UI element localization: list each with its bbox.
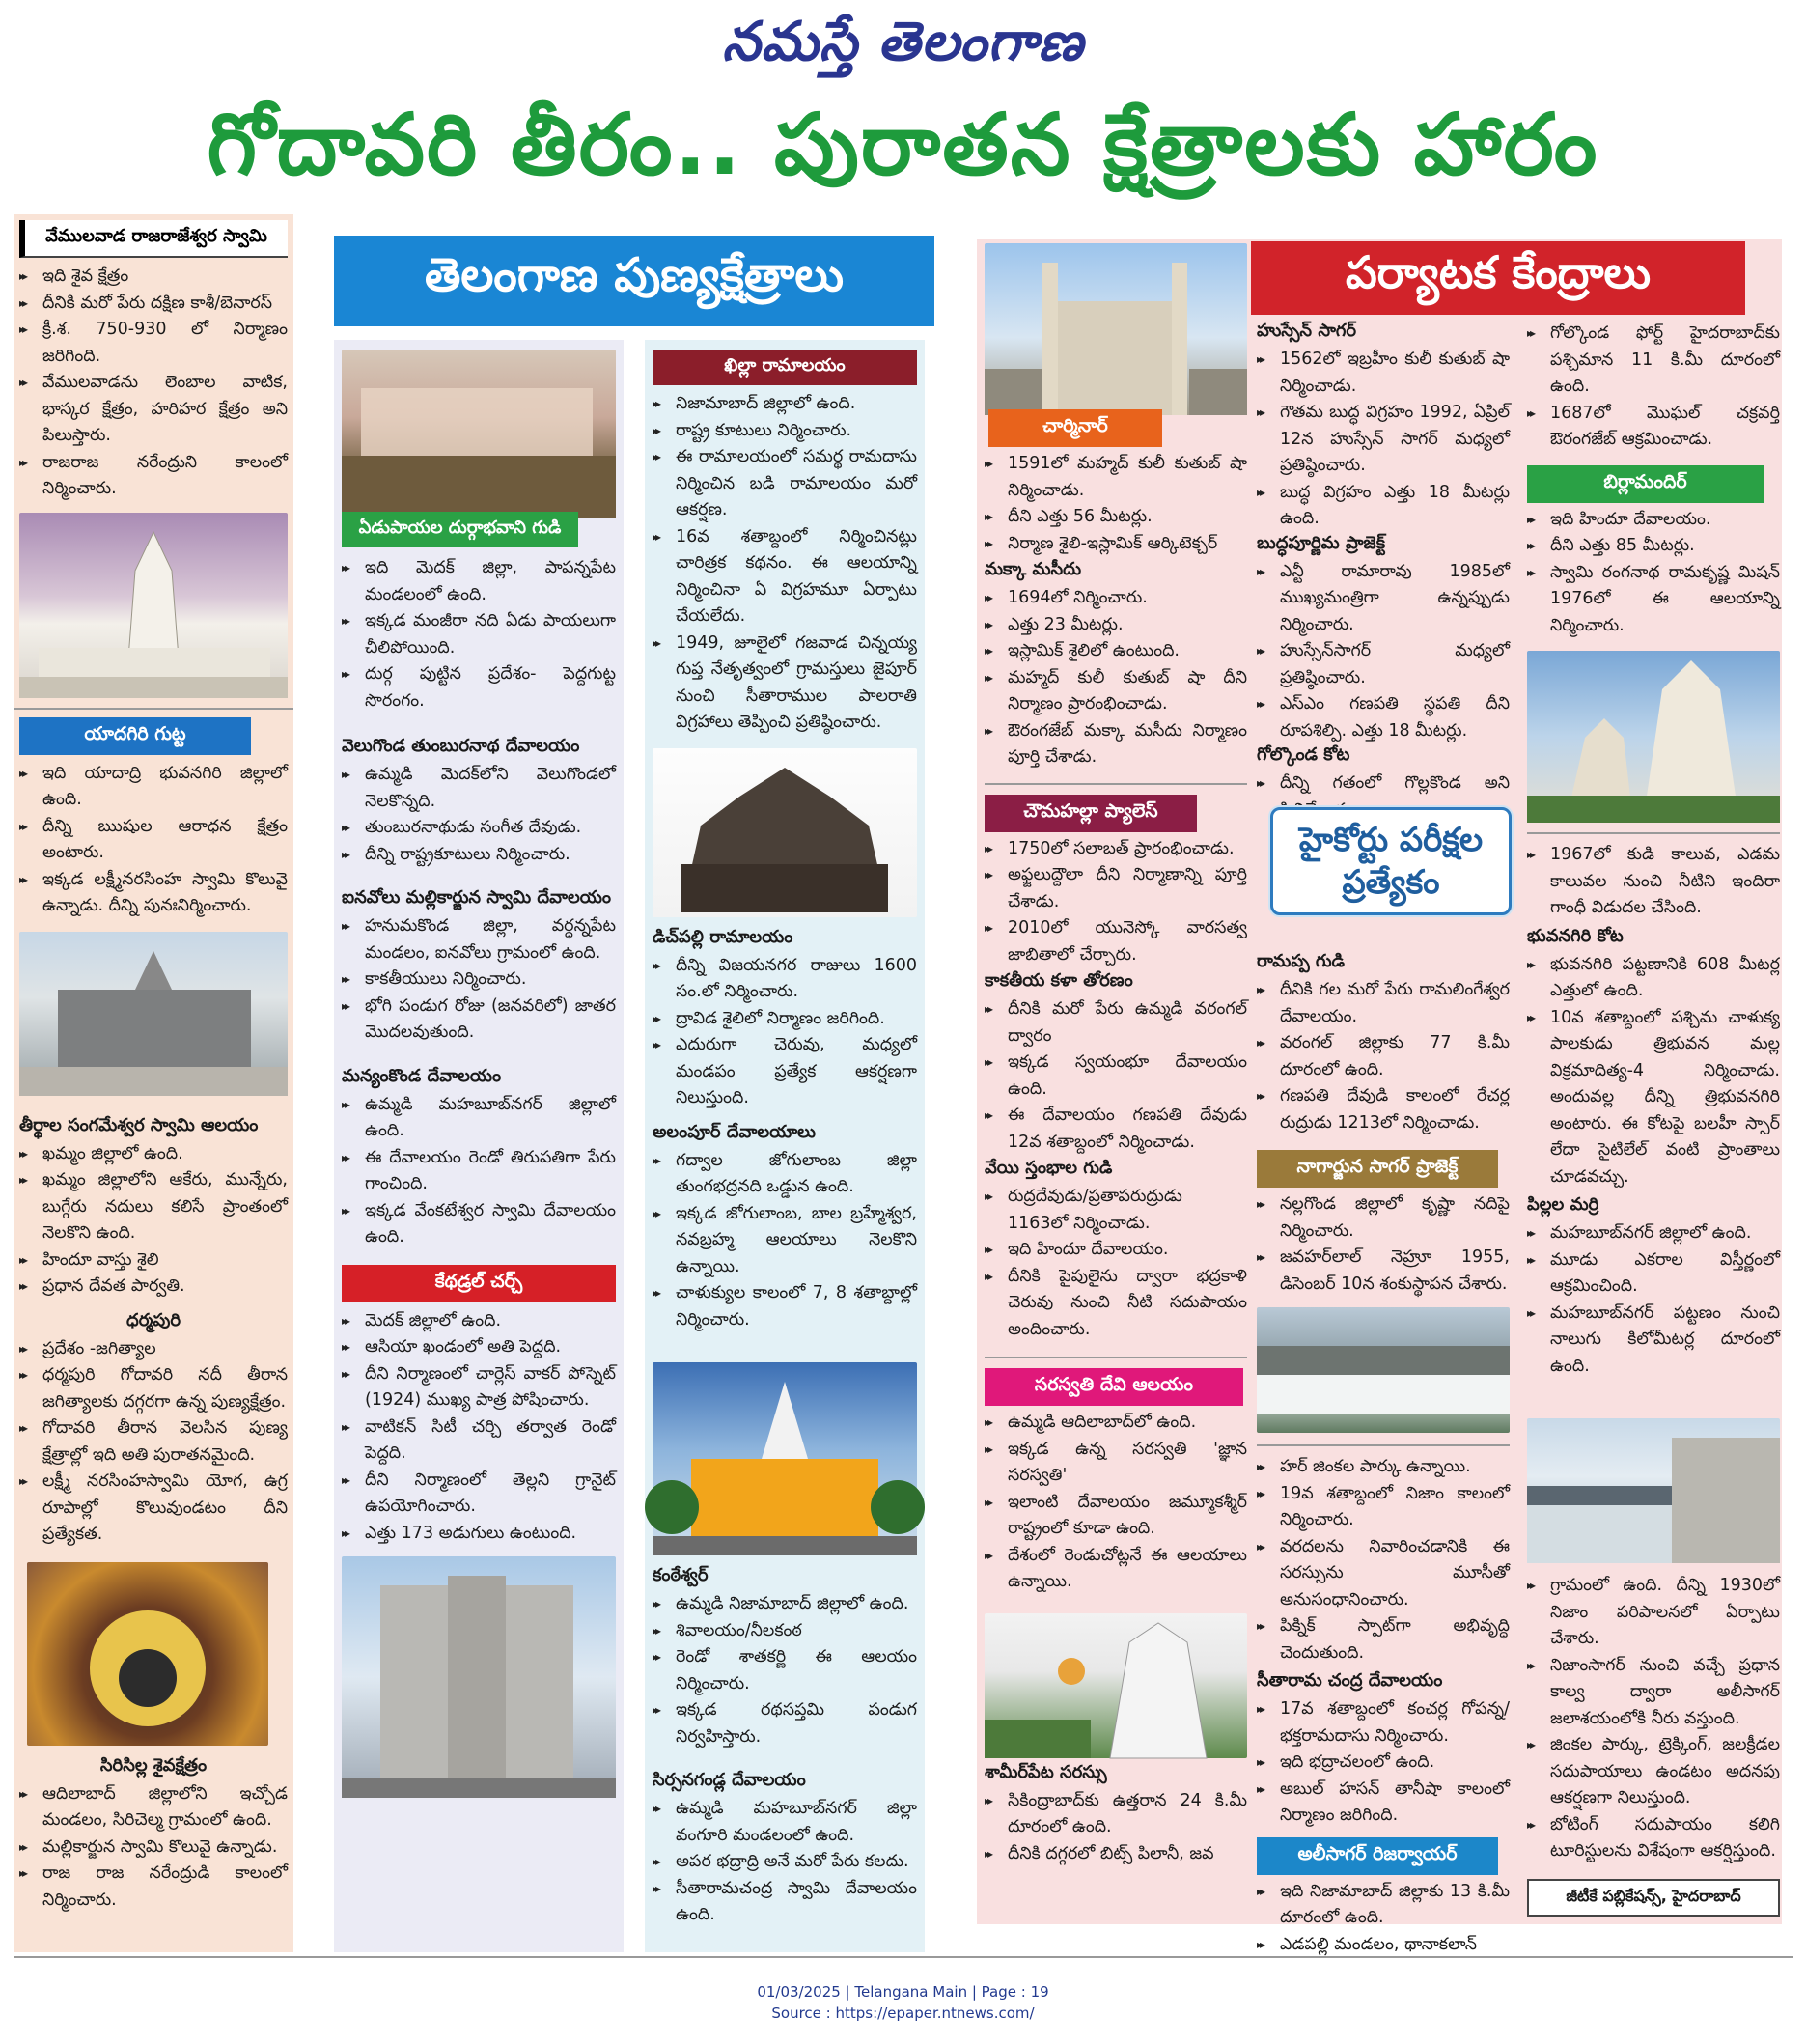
medak-list bbox=[342, 1308, 616, 1548]
section-title: శామీర్‌పేట సరస్సు bbox=[985, 1761, 1107, 1782]
footer-divider bbox=[14, 1956, 1793, 1958]
list-item: ▸▸ ఎడపల్లి మండలం, థానాకలాన్ bbox=[1257, 1932, 1510, 1959]
ramappa-list bbox=[1257, 977, 1510, 1136]
sirsanagandla-list bbox=[653, 1796, 917, 1929]
list-item: ▸▸ నిర్మాణ శైలి-ఇస్లామిక్ ఆర్కిటెక్చర్ bbox=[985, 531, 1247, 558]
shamirpet-continued-list bbox=[1257, 1454, 1510, 1666]
sirisilla-list bbox=[19, 1781, 288, 1915]
list-item: ▸▸ జవహర్‌లాల్ నెహ్రూ 1955, డిసెంబర్ 10న శంకుస్థాపన చేశారు. bbox=[1257, 1245, 1510, 1298]
list-item: ▸▸ ఇలాంటి దేవాలయం జమ్మూకశ్మీర్ రాష్ట్రంలో కూడా ఉంది. bbox=[985, 1490, 1247, 1543]
list-item: ▸▸ గౌతమ బుద్ధ విగ్రహం 1992, ఏప్రిల్ 12న హుస్సేన్ సాగర్ మధ్యలో ప్రతిష్ఠించారు. bbox=[1257, 400, 1510, 480]
column-5 bbox=[1257, 321, 1510, 1954]
section-title: వేయి స్తంభాల గుడి bbox=[985, 1158, 1113, 1178]
list-item: ▸▸ ప్రధాన దేవత పార్వతి. bbox=[19, 1274, 288, 1301]
manyamkonda-list bbox=[342, 1092, 616, 1251]
edupayala-list bbox=[342, 555, 616, 714]
list-item: ▸▸ ఇది నిజామాబాద్ జిల్లాకు 13 కి.మీ దూరంలో ఉంది. bbox=[1257, 1879, 1510, 1932]
list-item: ▸▸ రాష్ట్ర కూటులు నిర్మించారు. bbox=[653, 418, 917, 445]
sirisilla-deity-photo bbox=[27, 1562, 268, 1746]
list-item: ▸▸ ఇది మెదక్ జిల్లా, పాపన్నపేట మండలంలో ఉంది. bbox=[342, 555, 616, 608]
section-title: కేథడ్రల్ చర్చ్ bbox=[342, 1265, 616, 1302]
alampur-list bbox=[653, 1148, 917, 1334]
list-item: ▸▸ బుద్ధ విగ్రహం ఎత్తు 18 మీటర్లు ఉంది. bbox=[1257, 480, 1510, 533]
list-item: ▸▸ దీనికి గల మరో పేరు రామలింగేశ్వర దేవాలయం. bbox=[1257, 977, 1510, 1030]
list-item: ▸▸ ఇక్కడ మంజీరా నది ఏడు పాయలుగా చీలిపోయింది. bbox=[342, 608, 616, 661]
list-item: ▸▸ సీతారామచంద్ర స్వామి దేవాలయం ఉంది. bbox=[653, 1876, 917, 1929]
list-item: ▸▸ భువనగిరి పట్టణానికి 608 మీటర్ల ఎత్తులో ఉంది. bbox=[1527, 952, 1780, 1005]
shamirpet-list bbox=[985, 1788, 1247, 1868]
list-item: ▸▸ 1694లో నిర్మించారు. bbox=[985, 585, 1247, 612]
list-item: ▸▸ మహ్మద్ కులీ కుతుబ్ షా దీని నిర్మాణం ప్రారంభించాడు. bbox=[985, 665, 1247, 718]
list-item: ▸▸ ఖమ్మం జిల్లాలోని ఆకేరు, మున్నేరు, బుగ్గేరు నదులు కలిసే ప్రాంతంలో నెలకొని ఉంది. bbox=[19, 1167, 288, 1247]
list-item: ▸▸ హిందూ వాస్తు శైలి bbox=[19, 1247, 288, 1274]
section-title: కంఠేశ్వర్ bbox=[653, 1565, 709, 1585]
list-item: ▸▸ వరంగల్ జిల్లాకు 77 కి.మీ దూరంలో ఉంది. bbox=[1257, 1030, 1510, 1083]
chowmahalla-list bbox=[985, 836, 1247, 969]
list-item: ▸▸ తుంబురనాథుడు సంగీత దేవుడు. bbox=[342, 815, 616, 842]
list-item: ▸▸ వాటికన్ సిటీ చర్చి తర్వాత రెండో పెద్దది. bbox=[342, 1414, 616, 1468]
list-item: ▸▸ పిక్నిక్ స్పాట్‌గా అభివృద్ధి చెందుతుంది. bbox=[1257, 1613, 1510, 1666]
section-title: సిరిసిల్ల శైవక్షేత్రం bbox=[99, 1754, 208, 1776]
dharmapuri-list bbox=[19, 1336, 288, 1549]
section-title: రామప్ప గుడి bbox=[1257, 951, 1345, 971]
alisagar-continued-list bbox=[1527, 1573, 1780, 1865]
section-title: వెలుగొండ తుంబురనాథ దేవాలయం bbox=[342, 736, 580, 756]
list-item: ▸▸ 16వ శతాబ్దంలో నిర్మించినట్లు చారిత్రక కథనం. ఈ ఆలయాన్ని నిర్మించినా ఏ విగ్రహమూ ఏర్పాటు చేయలేదు. bbox=[653, 524, 917, 630]
publisher-credit: జీటీకే పబ్లికేషన్స్, హైదరాబాద్ bbox=[1527, 1879, 1780, 1917]
list-item: ▸▸ ఈ దేవాలయం గణపతి దేవుడు 12వ శతాబ్దంలో నిర్మించాడు. bbox=[985, 1103, 1247, 1156]
column-1 bbox=[14, 214, 293, 1952]
list-item: ▸▸ శివాలయం/నీలకంఠ bbox=[653, 1618, 917, 1645]
kanteshwar-list bbox=[653, 1591, 917, 1750]
list-item: ▸▸ నిజామాబాద్ జిల్లాలో ఉంది. bbox=[653, 391, 917, 418]
list-item: ▸▸ హుస్సేన్‌సాగర్ మధ్యలో ప్రతిష్ఠించారు. bbox=[1257, 638, 1510, 691]
list-item: ▸▸ గణపతి దేవుడి కాలంలో రేచర్ల రుద్రుడు 1213లో నిర్మించాడు. bbox=[1257, 1083, 1510, 1136]
list-item: ▸▸ మెదక్ జిల్లాలో ఉంది. bbox=[342, 1308, 616, 1335]
section-title: పిల్లల మర్రి bbox=[1527, 1194, 1599, 1215]
list-item: ▸▸ హర్ జింకల పార్కు ఉన్నాయి. bbox=[1257, 1454, 1510, 1481]
vemulawada-list bbox=[19, 264, 288, 503]
list-item: ▸▸ ఇది హిందూ దేవాలయం. bbox=[985, 1237, 1247, 1264]
section-title: ఖిల్లా రామాలయం bbox=[653, 350, 917, 385]
list-item: ▸▸ క్రీ.శ. 750-930 లో నిర్మాణం జరిగింది. bbox=[19, 317, 288, 370]
section-title: మన్యంకొండ దేవాలయం bbox=[342, 1065, 502, 1086]
list-item: ▸▸ ఈ రామాలయంలో సమర్థ రామదాసు నిర్మించిన బడి రామాలయం మరో ఆకర్షణ. bbox=[653, 444, 917, 524]
kanteshwar-temple-photo bbox=[653, 1362, 917, 1555]
list-item: ▸▸ 1750లో సలాబత్ ప్రారంభించాడు. bbox=[985, 836, 1247, 863]
list-item: ▸▸ దీనికి మరో పేరు దక్షిణ కాశీ/బెనారస్ bbox=[19, 291, 288, 318]
nagarjuna-dam-photo bbox=[1257, 1307, 1510, 1433]
section-title: మక్కా మసీదు bbox=[985, 559, 1082, 579]
list-item: ▸▸ ఉమ్మడి ఆదిలాబాద్‌లో ఉంది. bbox=[985, 1410, 1247, 1437]
section-title: భువనగిరి కోట bbox=[1527, 925, 1624, 946]
column-3 bbox=[645, 340, 925, 1952]
section-title: సీతారామ చంద్ర దేవాలయం bbox=[1257, 1670, 1443, 1691]
list-item: ▸▸ దీని ఎత్తు 56 మీటర్లు. bbox=[985, 504, 1247, 531]
masthead-logo: నమస్తే తెలంగాణ bbox=[722, 10, 1084, 73]
seetharama-list bbox=[1257, 1696, 1510, 1830]
section-title: కాకతీయ కళా తోరణం bbox=[985, 970, 1133, 991]
list-item: ▸▸ కాకతీయులు నిర్మించారు. bbox=[342, 966, 616, 994]
list-item: ▸▸ జింకల పార్కు, ట్రెక్కింగ్, జలక్రీడల సదుపాయాలు ఉండటం అదనపు ఆకర్షణగా నిలుస్తుంది. bbox=[1527, 1732, 1780, 1812]
alisagar-list bbox=[1257, 1879, 1510, 1959]
list-item: ▸▸ దేశంలో రెండుచోట్లనే ఈ ఆలయాలు ఉన్నాయి. bbox=[985, 1543, 1247, 1596]
list-item: ▸▸ 1562లో ఇబ్రహీం కులీ కుతుబ్ షా నిర్మించాడు. bbox=[1257, 347, 1510, 400]
list-item: ▸▸ స్వామి రంగనాథ రామకృష్ణ మిషన్ 1976లో ఈ ఆలయాన్ని నిర్మించారు. bbox=[1527, 560, 1780, 640]
section-title: చౌమహల్లా ప్యాలెస్ bbox=[985, 795, 1197, 832]
list-item: ▸▸ నిజాంసాగర్ నుంచి వచ్చే ప్రధాన కాల్వ ద్వారా అలీసాగర్ జలాశయంలోకి నీరు వస్తుంది. bbox=[1527, 1653, 1780, 1733]
list-item: ▸▸ ఔరంగజేబ్ మక్కా మసీదు నిర్మాణం పూర్తి చేశాడు. bbox=[985, 718, 1247, 771]
birla-list bbox=[1527, 507, 1780, 640]
list-item: ▸▸ ద్రావిడ శైలిలో నిర్మాణం జరిగింది. bbox=[653, 1006, 917, 1033]
section-title: సరస్వతి దేవి ఆలయం bbox=[985, 1368, 1243, 1406]
section-title: గోల్కొండ కోట bbox=[1257, 744, 1350, 765]
list-item: ▸▸ దీన్ని రాష్ట్రకూటులు నిర్మించారు. bbox=[342, 842, 616, 869]
list-item: ▸▸ నల్లగొండ జిల్లాలో కృష్ణా నదిపై నిర్మించారు. bbox=[1257, 1191, 1510, 1245]
velugonda-list bbox=[342, 762, 616, 868]
list-item: ▸▸ ప్రదేశం -జగిత్యాల bbox=[19, 1336, 288, 1363]
medak-church-photo bbox=[342, 1556, 616, 1798]
list-item: ▸▸ రాజరాజ నరేంద్రుని కాలంలో నిర్మించారు. bbox=[19, 450, 288, 503]
vemulawada-temple-photo bbox=[19, 513, 288, 698]
list-item: ▸▸ ఉమ్మడి మహబూబ్‌నగర్ జిల్లా వంగూరి మండలంలో ఉంది. bbox=[653, 1796, 917, 1849]
thoranam-list bbox=[985, 996, 1247, 1156]
section-title: బుద్ధపూర్ణిమ ప్రాజెక్ట్ bbox=[1257, 532, 1386, 553]
paryataka-banner: పర్యాటక కేంద్రాలు bbox=[1251, 241, 1745, 315]
mecca-list bbox=[985, 585, 1247, 771]
list-item: ▸▸ 10వ శతాబ్దంలో పశ్చిమ చాళుక్య పాలకుడు త్రిభువన మల్ల విక్రమాదిత్య-4 నిర్మించాడు. అందువల్ల దీన్ని త్రిభువనగిరి అంటారు. ఈ కోటపై బలహీ స్సార్ లేదా సైటిలేల్ వంటి ప్రాంతాలు చూడవచ్చు. bbox=[1527, 1005, 1780, 1191]
section-title: హుస్సేన్ సాగర్ bbox=[1257, 321, 1357, 341]
section-title: అలీసాగర్ రిజర్వాయర్ bbox=[1257, 1837, 1498, 1875]
list-item: ▸▸ ఉమ్మడి మెదక్‌లోని వెలుగొండలో నెలకొన్నది. bbox=[342, 762, 616, 815]
section-title: ధర్మపురి bbox=[125, 1309, 181, 1330]
list-item: ▸▸ దుర్గ పుట్టిన ప్రదేశం- పెద్దగుట్ట సొరంగం. bbox=[342, 661, 616, 714]
nagarjuna-list bbox=[1257, 1191, 1510, 1298]
highcourt-special-badge: హైకోర్టు పరీక్షల ప్రత్యేకం bbox=[1270, 807, 1512, 915]
list-item: ▸▸ ఆదిలాబాద్ జిల్లాలోని ఇచ్చోడ మండలం, సిరిచెల్మ గ్రామంలో ఉంది. bbox=[19, 1781, 288, 1834]
list-item: ▸▸ ఇక్కడ రథసప్తమి పండుగ నిర్వహిస్తారు. bbox=[653, 1697, 917, 1750]
nagarjuna-continued-list bbox=[1527, 842, 1780, 922]
list-item: ▸▸ ఇది శైవ క్షేత్రం bbox=[19, 264, 288, 291]
list-item: ▸▸ ఎత్తు 23 మీటర్లు. bbox=[985, 612, 1247, 639]
list-item: ▸▸ ఉమ్మడి నిజామాబాద్ జిల్లాలో ఉంది. bbox=[653, 1591, 917, 1618]
list-item: ▸▸ అఫ్జలుద్దౌలా దీని నిర్మాణాన్ని పూర్తి చేశాడు. bbox=[985, 862, 1247, 915]
list-item: ▸▸ ఎత్తు 173 అడుగులు ఉంటుంది. bbox=[342, 1521, 616, 1548]
birla-mandir-photo bbox=[1527, 651, 1780, 823]
list-item: ▸▸ ఇక్కడ లక్ష్మీనరసింహ స్వామి కొలువై ఉన్నాడు. దీన్ని పునఃనిర్మించారు. bbox=[19, 867, 288, 920]
section-title: ఐనవోలు మల్లికార్జున స్వామి దేవాలయం bbox=[342, 887, 612, 908]
alisagar-reservoir-photo bbox=[1527, 1418, 1780, 1563]
hussain-list bbox=[1257, 347, 1510, 533]
buddha-list bbox=[1257, 559, 1510, 745]
page-headline: గోదావరి తీరం.. పురాతన క్షేత్రాలకు హారం bbox=[207, 95, 1599, 194]
list-item: ▸▸ మహబూబ్‌నగర్ జిల్లాలో ఉంది. bbox=[1527, 1220, 1780, 1247]
bhuvanagiri-list bbox=[1527, 952, 1780, 1191]
section-title: వేములవాడ రాజరాజేశ్వర స్వామి bbox=[19, 220, 288, 258]
list-item: ▸▸ గోదావరి తీరాన వెలసిన పుణ్య క్షేత్రాల్లో ఇది అతి పురాతనమైంది. bbox=[19, 1415, 288, 1469]
list-item: ▸▸ 19వ శతాబ్దంలో నిజాం కాలంలో నిర్మించారు. bbox=[1257, 1481, 1510, 1534]
teerthala-list bbox=[19, 1141, 288, 1301]
dichpally-temple-photo bbox=[653, 748, 917, 917]
list-item: ▸▸ దీని ఎత్తు 85 మీటర్లు. bbox=[1527, 533, 1780, 560]
list-item: ▸▸ దీని నిర్మాణంలో చార్లెస్ వాకర్ పోస్నెట్ (1924) ముఖ్య పాత్ర పోషించారు. bbox=[342, 1361, 616, 1414]
khilla-list bbox=[653, 391, 917, 737]
punyakshetralu-banner: తెలంగాణ పుణ్యక్షేత్రాలు bbox=[334, 236, 934, 326]
list-item: ▸▸ ఆసియా ఖండంలో అతి పెద్దది. bbox=[342, 1334, 616, 1361]
list-item: ▸▸ అపర భద్రాద్రి అనే మరో పేరు కలదు. bbox=[653, 1849, 917, 1876]
saraswati-temple-photo bbox=[985, 1613, 1247, 1758]
list-item: ▸▸ రెండో శాతకర్ణి ఈ ఆలయం నిర్మించారు. bbox=[653, 1644, 917, 1697]
list-item: ▸▸ మహబూబ్‌నగర్ పట్టణం నుంచి నాలుగు కిలోమీటర్ల దూరంలో ఉంది. bbox=[1527, 1301, 1780, 1381]
list-item: ▸▸ 2010లో యునెస్కో వారసత్వ జాబితాలో చేర్చారు. bbox=[985, 915, 1247, 968]
section-title: యాదగిరి గుట్ట bbox=[19, 717, 251, 755]
footer-date-page: 01/03/2025 | Telangana Main | Page : 19 bbox=[757, 1983, 1049, 2001]
charminar-photo bbox=[985, 243, 1247, 415]
list-item: ▸▸ ఉమ్మడి మహబూబ్‌నగర్ జిల్లాలో ఉంది. bbox=[342, 1092, 616, 1145]
saraswati-list bbox=[985, 1410, 1247, 1596]
list-item: ▸▸ దీనికి పైపులైను ద్వారా భద్రకాళి చెరువు నుంచి నీటి సదుపాయం అందించారు. bbox=[985, 1264, 1247, 1344]
list-item: ▸▸ ధర్మపురి గోదావరి నదీ తీరాన జగిత్యాలకు దగ్గరగా ఉన్న పుణ్యక్షేత్రం. bbox=[19, 1362, 288, 1415]
list-item: ▸▸ దీన్ని ఋషుల ఆరాధన క్షేత్రం అంటారు. bbox=[19, 814, 288, 867]
list-item: ▸▸ ఈ దేవాలయం రెండో తిరుపతిగా పేరు గాంచింది. bbox=[342, 1145, 616, 1198]
list-item: ▸▸ గోల్కొండ ఫోర్ట్ హైదరాబాద్‌కు పశ్చిమాన 11 కి.మీ దూరంలో ఉంది. bbox=[1527, 321, 1780, 401]
veyistambala-list bbox=[985, 1184, 1247, 1343]
list-item: ▸▸ భోగి పండుగ రోజు (జనవరిలో) జాతర మొదలవుతుంది. bbox=[342, 994, 616, 1047]
golconda-continued-list bbox=[1527, 321, 1780, 454]
list-item: ▸▸ దీనికి మరో పేరు ఉమ్మడి వరంగల్ ద్వారం bbox=[985, 996, 1247, 1050]
list-item: ▸▸ 1687లో మొఘల్ చక్రవర్తి ఔరంగజేబ్ ఆక్రమించాడు. bbox=[1527, 401, 1780, 454]
list-item: ▸▸ వరదలను నివారించడానికి ఈ సరస్సును మూసీతో అనుసంధానించారు. bbox=[1257, 1534, 1510, 1614]
list-item: ▸▸ గద్వాల జోగులాంబ జిల్లా తుంగభద్రనది ఒడ్డున ఉంది. bbox=[653, 1148, 917, 1201]
list-item: ▸▸ హనుమకొండ జిల్లా, వర్ధన్నపేట మండలం, ఐనవోలు గ్రామంలో ఉంది. bbox=[342, 913, 616, 966]
list-item: ▸▸ సికింద్రాబాద్‌కు ఉత్తరాన 24 కి.మీ దూరంలో ఉంది. bbox=[985, 1788, 1247, 1841]
section-title: నాగార్జున సాగర్ ప్రాజెక్ట్ bbox=[1257, 1150, 1498, 1188]
inavolu-list bbox=[342, 913, 616, 1047]
edupayala-temple-photo bbox=[342, 350, 616, 518]
list-item: ▸▸ 1591లో మహ్మద్ కులీ కుతుబ్ షా నిర్మించాడు. bbox=[985, 451, 1247, 504]
dichpally-list bbox=[653, 953, 917, 1112]
list-item: ▸▸ 17వ శతాబ్దంలో కంచర్ల గోపన్న/భక్తరామదాసు నిర్మించారు. bbox=[1257, 1696, 1510, 1750]
section-title: డిచ్‌పల్లి రామాలయం bbox=[653, 926, 793, 947]
list-item: ▸▸ అబుల్ హసన్ తానీషా కాలంలో నిర్మాణం జరిగింది. bbox=[1257, 1777, 1510, 1830]
list-item: ▸▸ 1967లో కుడి కాలువ, ఎడమ కాలువల నుంచి నీటిని ఇందిరా గాంధీ విడుదల చేసింది. bbox=[1527, 842, 1780, 922]
pillalamarri-list bbox=[1527, 1220, 1780, 1380]
section-title: ఏడుపాయల దుర్గాభవాని గుడి bbox=[342, 512, 578, 547]
list-item: ▸▸ ఖమ్మం జిల్లాలో ఉంది. bbox=[19, 1141, 288, 1168]
list-item: ▸▸ ఎదురుగా చెరువు, మధ్యలో మండపం ప్రత్యేక ఆకర్షణగా నిలుస్తుంది. bbox=[653, 1032, 917, 1112]
column-6 bbox=[1527, 321, 1780, 1923]
list-item: ▸▸ 1949, జూలైలో గజవాడ చిన్నయ్య గుప్త నేతృత్వంలో గ్రామస్తులు జైపూర్ నుంచి సీతారాముల పాలరాతి విగ్రహాలు తెప్పించి ప్రతిష్ఠించారు. bbox=[653, 630, 917, 737]
yadagiri-list bbox=[19, 761, 288, 920]
section-title: చార్మినార్ bbox=[988, 409, 1162, 447]
list-item: ▸▸ రుద్రదేవుడు/ప్రతాపరుద్రుడు 1163లో నిర్మించాడు. bbox=[985, 1184, 1247, 1237]
yadagiri-temple-photo bbox=[19, 932, 288, 1096]
list-item: ▸▸ దీనికి దగ్గరలో బిట్స్ పిలానీ, జవ bbox=[985, 1841, 1247, 1868]
list-item: ▸▸ ఎస్ఎం గణపతి స్థపతి దీని రూపశిల్పి. ఎత్తు 18 మీటర్లు. bbox=[1257, 691, 1510, 744]
section-title: తీర్థాల సంగమేశ్వర స్వామి ఆలయం bbox=[19, 1114, 259, 1135]
list-item: ▸▸ రాజ రాజ నరేంద్రుడి కాలంలో నిర్మించారు. bbox=[19, 1861, 288, 1914]
list-item: ▸▸ ఇక్కడ వేంకటేశ్వర స్వామి దేవాలయం ఉంది. bbox=[342, 1198, 616, 1251]
column-2 bbox=[334, 340, 624, 1952]
section-title: అలంపూర్ దేవాలయాలు bbox=[653, 1121, 817, 1142]
list-item: ▸▸ ఇక్కడ జోగులాంబ, బాల బ్రహ్మేశ్వర, నవబ్రహ్మ ఆలయాలు నెలకొని ఉన్నాయి. bbox=[653, 1201, 917, 1281]
charminar-list bbox=[985, 451, 1247, 557]
list-item: ▸▸ ఇక్కడ ఉన్న సరస్వతి 'జ్ఞాన సరస్వతి' bbox=[985, 1437, 1247, 1490]
list-item: ▸▸ లక్ష్మీ నరసింహస్వామి యోగ, ఉగ్ర రూపాల్లో కొలువుండటం దీని ప్రత్యేకత. bbox=[19, 1469, 288, 1549]
list-item: ▸▸ గ్రామంలో ఉంది. దీన్ని 1930లో నిజాం పరిపాలనలో ఏర్పాటు చేశారు. bbox=[1527, 1573, 1780, 1653]
list-item: ▸▸ బోటింగ్ సదుపాయం కలిగి టూరిస్టులను విశేషంగా ఆకర్షిస్తుంది. bbox=[1527, 1812, 1780, 1865]
list-item: ▸▸ దీని నిర్మాణంలో తెల్లని గ్రానైట్ ఉపయోగించారు. bbox=[342, 1468, 616, 1521]
section-title: సిర్సనగండ్ల దేవాలయం bbox=[653, 1770, 806, 1790]
list-item: ▸▸ ఇది హిందూ దేవాలయం. bbox=[1527, 507, 1780, 534]
footer-source-link[interactable]: Source : https://epaper.ntnews.com/ bbox=[771, 2004, 1035, 2022]
column-4 bbox=[985, 243, 1247, 1923]
list-item: ▸▸ ఎన్టీ రామారావు 1985లో ముఖ్యమంత్రిగా ఉన్నప్పుడు నిర్మించారు. bbox=[1257, 559, 1510, 639]
section-title: బిర్లామందిర్ bbox=[1527, 465, 1764, 503]
list-item: ▸▸ ఇస్లామిక్ శైలిలో ఉంటుంది. bbox=[985, 638, 1247, 665]
list-item: ▸▸ మల్లికార్జున స్వామి కొలువై ఉన్నాడు. bbox=[19, 1834, 288, 1862]
list-item: ▸▸ వేములవాడను లెంబాల వాటిక, భాస్కర క్షేత్రం, హరిహర క్షేత్రం అని పిలుస్తారు. bbox=[19, 370, 288, 450]
list-item: ▸▸ చాళుక్యుల కాలంలో 7, 8 శతాబ్దాల్లో నిర్మించారు. bbox=[653, 1280, 917, 1333]
list-item: ▸▸ దీన్ని గతంలో గొల్లకొండ అని bbox=[1257, 770, 1510, 824]
list-item: ▸▸ ఇది యాదాద్రి భువనగిరి జిల్లాలో ఉంది. bbox=[19, 761, 288, 814]
list-item: ▸▸ ఇది భద్రాచలంలో ఉంది. bbox=[1257, 1750, 1510, 1777]
list-item: ▸▸ మూడు ఎకరాల విస్తీర్ణంలో ఆక్రమించింది. bbox=[1527, 1247, 1780, 1301]
list-item: ▸▸ దీన్ని విజయనగర రాజులు 1600 సం.లో నిర్మించారు. bbox=[653, 953, 917, 1006]
list-item: ▸▸ ఇక్కడ స్వయంభూ దేవాలయం ఉంది. bbox=[985, 1050, 1247, 1103]
